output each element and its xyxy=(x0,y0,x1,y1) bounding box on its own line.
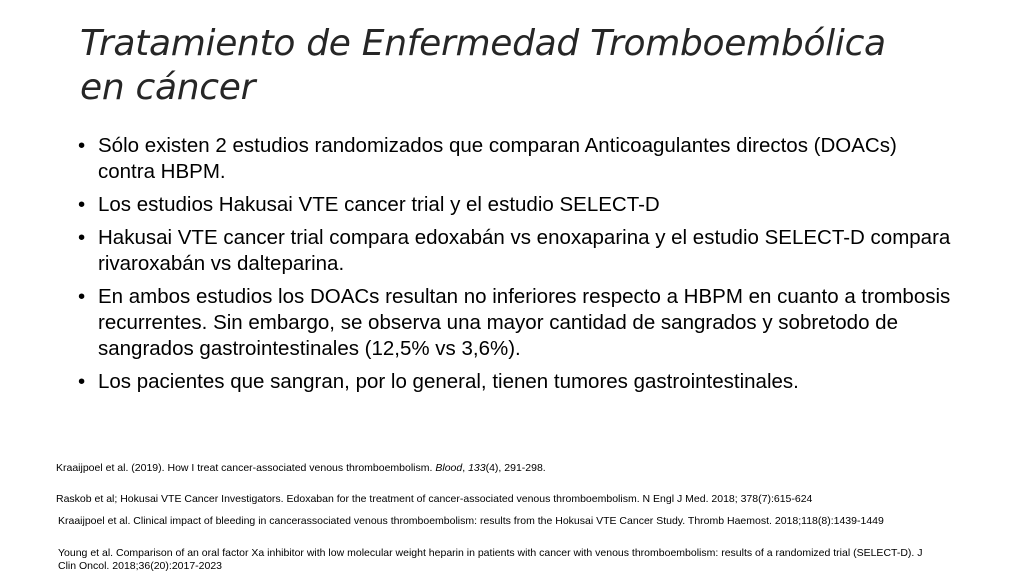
reference-2: Raskob et al; Hokusai VTE Cancer Investigators. Edoxaban for the treatment of cancer-associated venous thromboembolism. N Engl J Med. 2018; 378(7):615-624 xyxy=(56,493,813,505)
reference-1-pages: (4), 291-298. xyxy=(485,462,546,474)
title-line-2: en cáncer xyxy=(80,67,256,108)
bullet-item xyxy=(76,225,956,277)
bullet-text: En ambos estudios los DOACs resultan no inferiores respecto a HBPM en cuanto a trombosis recurrentes. Sin embargo, se observa una mayor cantidad de sangrados y sobretodo de sangrados gastrointestinales (12,5% vs 3,6%). xyxy=(98,285,951,360)
reference-1-journal: Blood xyxy=(435,462,463,474)
bullet-text: Hakusai VTE cancer trial compara edoxabán vs enoxaparina y el estudio SELECT-D compara rivaroxabán vs dalteparina. xyxy=(98,226,951,275)
bullet-item xyxy=(76,133,956,185)
reference-4: Young et al. Comparison of an oral factor Xa inhibitor with low molecular weight heparin in patients with cancer with venous thromboembolism: results of a randomized trial (SELECT-D). J Clin Oncol. 2018;36(20):2017-2023 xyxy=(58,547,923,572)
bullet-text: Los estudios Hakusai VTE cancer trial y el estudio SELECT-D xyxy=(98,193,660,216)
bullet-item xyxy=(76,192,956,218)
bullet-item xyxy=(76,369,956,395)
reference-1-volume: 133 xyxy=(468,462,486,474)
slide-title xyxy=(80,22,980,110)
bullet-dot: • xyxy=(78,370,86,393)
bullet-item xyxy=(76,284,956,362)
reference-1-separator: , xyxy=(462,462,469,474)
bullet-list xyxy=(76,133,956,402)
reference-1-authors-title: Kraaijpoel et al. (2019). How I treat cancer-associated venous thromboembolism. xyxy=(56,462,436,474)
bullet-dot: • xyxy=(78,285,86,308)
bullet-text: Sólo existen 2 estudios randomizados que comparan Anticoagulantes directos (DOACs) contra HBPM. xyxy=(98,134,897,183)
reference-3: Kraaijpoel et al. Clinical impact of bleeding in cancerassociated venous thromboembolism: results from the Hokusai VTE Cancer Study. Thromb Haemost. 2018;118(8):1439-1449 xyxy=(58,515,884,527)
title-line-1: Tratamiento de Enfermedad Tromboembólica xyxy=(80,23,886,64)
bullet-dot: • xyxy=(78,134,86,157)
bullet-dot: • xyxy=(78,226,86,249)
bullet-text: Los pacientes que sangran, por lo general, tienen tumores gastrointestinales. xyxy=(98,370,799,393)
bullet-dot: • xyxy=(78,193,86,216)
reference-1 xyxy=(56,462,936,475)
